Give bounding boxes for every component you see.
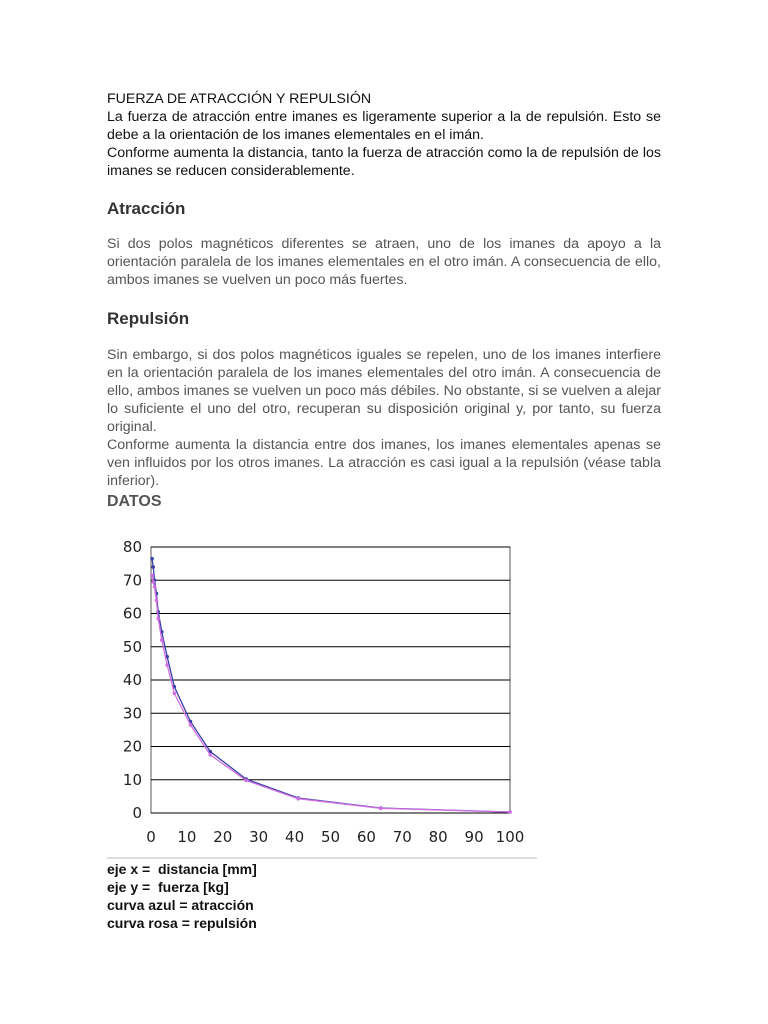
atraccion-section xyxy=(107,235,661,289)
x-tick-label: 60 xyxy=(356,828,376,846)
x-tick-labels xyxy=(146,828,524,846)
intro-paragraph-1: La fuerza de atracción entre imanes es ligeramente superior a la de repulsión. Esto se debe a la orientación de los imanes elementales en el imán. xyxy=(107,109,661,143)
data-point-repulsion xyxy=(155,598,159,602)
atraccion-heading: Atracción xyxy=(107,199,186,218)
legend-blue-curve: curva azul = atracción xyxy=(107,897,254,913)
force-distance-chart xyxy=(107,530,537,860)
y-tick-label: 50 xyxy=(122,637,142,656)
legend-pink-curve: curva rosa = repulsión xyxy=(107,915,257,931)
data-point-repulsion xyxy=(160,638,164,642)
intro-section xyxy=(107,90,661,180)
atraccion-paragraph: Si dos polos magnéticos diferentes se atraen, uno de los imanes da apoyo a la orientación paralela de los imanes elementales en el otro imán. A consecuencia de ello, ambos imanes se vuelven un poco más fuertes. xyxy=(107,236,661,288)
y-tick-labels xyxy=(123,538,142,822)
intro-paragraph-2: Conforme aumenta la distancia, tanto la fuerza de atracción como la de repulsión de los imanes se reducen considerablemente. xyxy=(107,145,661,179)
data-point-repulsion xyxy=(208,753,212,757)
data-point-repulsion xyxy=(165,663,169,667)
data-point-repulsion xyxy=(296,797,300,801)
x-tick-label: 30 xyxy=(249,828,269,846)
legend-x-axis: eje x = distancia [mm] xyxy=(107,861,257,877)
y-tick-label: 30 xyxy=(122,704,142,723)
y-tick-label: 10 xyxy=(122,770,142,789)
data-point-repulsion xyxy=(508,810,512,814)
data-point-repulsion xyxy=(156,617,160,621)
y-tick-label: 0 xyxy=(132,804,142,822)
data-point-repulsion xyxy=(379,807,383,811)
repulsion-paragraph-1: Sin embargo, si dos polos magnéticos iguales se repelen, uno de los imanes interfiere en la orientación paralela de los imanes elementales del otro imán. A consecuencia de ello, ambos imanes se vuelven un poco más débiles. No obstante, si se vuelven a alejar lo suficiente el uno del otro, recuperan su disposición original y, por tanto, su fuerza original. xyxy=(107,347,661,435)
document-body xyxy=(107,90,661,511)
x-tick-label: 90 xyxy=(464,828,484,846)
y-tick-label: 70 xyxy=(122,571,142,590)
x-tick-label: 20 xyxy=(213,828,233,846)
chart-svg xyxy=(107,530,537,860)
y-tick-label: 40 xyxy=(122,671,142,689)
x-tick-label: 70 xyxy=(392,828,412,846)
data-point-repulsion xyxy=(150,573,154,577)
intro-title: FUERZA DE ATRACCIÓN Y REPULSIÓN xyxy=(107,91,372,107)
y-tick-label: 60 xyxy=(122,604,142,623)
y-tick-label: 20 xyxy=(122,737,142,756)
repulsion-heading: Repulsión xyxy=(107,309,190,328)
x-tick-label: 40 xyxy=(285,828,305,846)
data-point-atraccion xyxy=(150,557,154,561)
y-tick-label: 80 xyxy=(122,538,142,556)
data-point-atraccion xyxy=(151,565,155,569)
x-tick-label: 80 xyxy=(428,828,448,846)
x-tick-label: 0 xyxy=(146,828,156,846)
chart-legend xyxy=(107,860,257,932)
data-point-repulsion xyxy=(173,692,177,696)
data-point-repulsion xyxy=(153,585,157,589)
data-point-repulsion xyxy=(151,580,155,584)
datos-heading: DATOS xyxy=(107,493,162,510)
x-tick-label: 10 xyxy=(177,828,197,846)
repulsion-paragraph-2: Conforme aumenta la distancia entre dos imanes, los imanes elementales apenas se ven influidos por los otros imanes. La atracción es casi igual a la repulsión (véase tabla inferior). xyxy=(107,437,661,489)
legend-y-axis: eje y = fuerza [kg] xyxy=(107,879,229,895)
data-point-repulsion xyxy=(189,723,193,727)
x-tick-label: 100 xyxy=(495,828,525,846)
x-tick-label: 50 xyxy=(320,828,341,846)
repulsion-section xyxy=(107,346,661,490)
data-point-repulsion xyxy=(244,779,248,783)
